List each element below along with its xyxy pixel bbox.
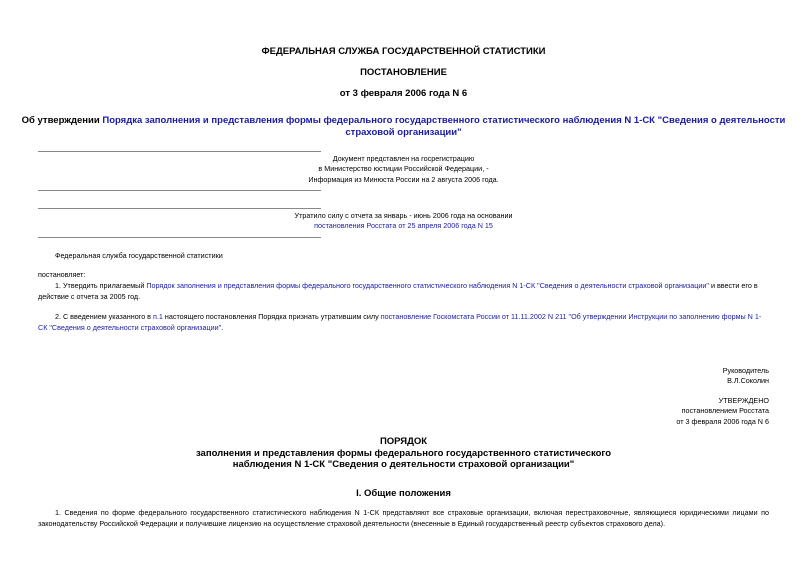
approval-label: УТВЕРЖДЕНО [718, 396, 769, 405]
approval-line2: от 3 февраля 2006 года N 6 [676, 417, 769, 426]
title-link-continuation[interactable]: страховой организации" [345, 127, 462, 138]
expired-link[interactable]: постановления Росстата от 25 апреля 2006 года N 15 [314, 221, 493, 230]
item2-link-clause[interactable]: п.1 [153, 312, 163, 321]
expired-notice: Утратило силу с отчета за январь - июнь 2006 года на основании [294, 211, 513, 220]
decrees-text: постановляет: [38, 270, 86, 279]
item1-link[interactable]: Порядок заполнения и представления формы федерального государственного статистического наблюдения N 1-СК "Сведения о деятельности страховой организации" [146, 281, 709, 290]
issuer-text: Федеральная служба государственной статистики [55, 251, 223, 260]
approval-line1: постановлением Росстата [681, 406, 769, 415]
divider [38, 208, 321, 209]
item1-suffix: и ввести его в действие с отчета за 2005 год. [38, 281, 758, 301]
signature-position: Руководитель [722, 366, 769, 375]
doc-date-number: от 3 февраля 2006 года N 6 [339, 88, 468, 99]
document-title-line2 [0, 127, 807, 138]
document-title [0, 115, 807, 126]
registration-line1: Документ представлен на госрегистрацию [332, 154, 475, 163]
divider [38, 237, 321, 238]
divider [38, 190, 321, 191]
agency-heading: ФЕДЕРАЛЬНАЯ СЛУЖБА ГОСУДАРСТВЕННОЙ СТАТИСТИКИ [261, 46, 546, 57]
item-1 [38, 281, 769, 302]
signature-name: В.Л.Соколин [727, 376, 769, 385]
item2-mid: настоящего постановления Порядка признать утратившим силу [162, 312, 381, 321]
item2-prefix: 2. С введением указанного в [55, 312, 153, 321]
item2-suffix: . [221, 322, 224, 332]
registration-line3: Информация из Минюста России на 2 августа 2006 года. [308, 175, 499, 184]
doc-type-heading: ПОСТАНОВЛЕНИЕ [360, 67, 447, 78]
order-subtitle-line1: заполнения и представления формы федерального государственного статистического [195, 448, 612, 459]
registration-line2: в Министерство юстиции Российской Федерации, - [318, 164, 489, 173]
section-heading: I. Общие положения [356, 488, 451, 499]
title-link[interactable]: Порядка заполнения и представления формы федерального государственного статистического наблюдения N 1-СК "Сведения о деятельности [102, 115, 786, 126]
order-subtitle-line2: наблюдения N 1-СК "Сведения о деятельности страховой организации" [232, 459, 575, 470]
item-2 [38, 312, 769, 333]
divider [38, 151, 321, 152]
item1-prefix: 1. Утвердить прилагаемый [55, 281, 147, 290]
order-title: ПОРЯДОК [379, 436, 428, 447]
item2-link-decree[interactable]: постановление Госкомстата России от 11.11.2002 N 211 "Об утверждении Инструкции по заполнению формы N 1-СК "Сведения о деятельности страховой организации" [38, 312, 762, 332]
title-prefix: Об утверждении [21, 115, 103, 126]
expired-link-row [0, 221, 807, 231]
section1-paragraph1: 1. Сведения по форме федерального государственного статистического наблюдения N 1-СК представляют все страховые организации, включая перестраховочные, являющиеся юридическими лицами по законодательству Российской Федерации и получившие лицензию на осуществление страховой деятельности (внесенные в Единый государственный реестр субъектов страхового дела). [38, 508, 769, 528]
